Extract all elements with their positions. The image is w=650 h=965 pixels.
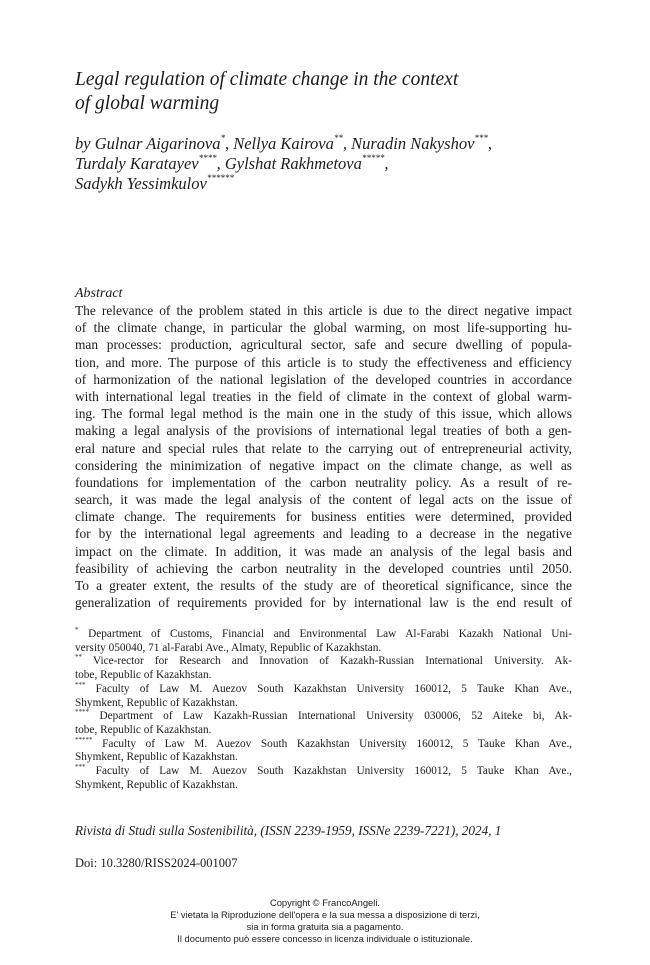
copyright-line: E' vietata la Riproduzione dell'opera e la sua messa a disposizione di terzi, bbox=[170, 909, 480, 920]
footnote-text: Faculty of Law M. Auezov South Kazakhstan University 160012, 5 Tauke Khan Ave., bbox=[95, 682, 572, 695]
author-line: by Gulnar Aigarinova*, Nellya Kairova**, Nuradin Nakyshov***, bbox=[75, 133, 493, 153]
author-name: Sadykh Yessimkulov bbox=[75, 174, 207, 193]
footnote-line bbox=[75, 735, 572, 752]
journal-citation: Rivista di Studi sulla Sostenibilità, (ISSN 2239-1959, ISSNe 2239-7221), 2024, 1 bbox=[75, 823, 502, 838]
footnote-line bbox=[75, 628, 572, 642]
author-name: Gylshat Rakhmetova bbox=[224, 154, 362, 173]
copyright-notice bbox=[0, 897, 650, 945]
footnote-text: Vice-rector for Research and Innovation of Kazakh-Russian International University. Ak- bbox=[92, 655, 572, 668]
abstract-line: impact on the climate. In addition, it was made an analysis of the legal basis and bbox=[75, 543, 572, 559]
abstract-line: foundations for implementation of the carbon neutrality policy. As a result of re- bbox=[75, 474, 572, 490]
footnote-text: Department of Law Kazakh-Russian International University 030006, 52 Aiteke bi, Ak- bbox=[99, 710, 572, 723]
footnote-line: Shymkent, Republic of Kazakhstan. bbox=[75, 696, 238, 709]
author-mark: ** bbox=[333, 133, 343, 143]
footnote-mark: ***** bbox=[75, 735, 93, 744]
author-mark: * bbox=[220, 133, 225, 143]
footnote-text: Faculty of Law M. Auezov South Kazakhstan University 160012, 5 Tauke Khan Ave., bbox=[102, 737, 572, 750]
footnote-line bbox=[75, 655, 572, 669]
abstract-line: of harmonization of the national legislation of the developed countries in accordance bbox=[75, 371, 572, 387]
author-name: Nellya Kairova bbox=[233, 134, 334, 153]
abstract-line: considering the minimization of negative impact on the climate change, as well as bbox=[75, 457, 572, 473]
author-mark: *** bbox=[474, 133, 488, 143]
abstract-line: climate change. The requirements for business entities were determined, provided bbox=[75, 509, 572, 525]
title-line: Legal regulation of climate change in the context bbox=[75, 69, 459, 90]
footnote-mark: * bbox=[75, 626, 79, 634]
footnote-line: tobe, Republic of Kazakhstan. bbox=[75, 723, 212, 736]
copyright-line: Copyright © FrancoAngeli. bbox=[269, 897, 381, 908]
by-prefix: by bbox=[75, 134, 95, 153]
abstract-heading: Abstract bbox=[75, 286, 123, 301]
abstract-line: tion, and more. The purpose of this article is to study the effectiveness and efficiency bbox=[75, 354, 572, 370]
footnote-mark: ** bbox=[75, 653, 82, 662]
abstract-line: of the climate change, in particular the global warming, on most life-supporting hu- bbox=[75, 320, 572, 336]
footnote-mark: *** bbox=[75, 680, 86, 689]
abstract-line: The relevance of the problem stated in this article is due to the direct negative impact bbox=[75, 303, 572, 318]
abstract-line: with international legal treaties in the field of climate in the context of global warm- bbox=[75, 388, 572, 404]
footnote-line bbox=[75, 710, 572, 724]
abstract-line: eral nature and special rules that relate to the carrying out of entrepreneurial activity, bbox=[75, 440, 572, 456]
footnote-line bbox=[75, 680, 572, 697]
abstract-body bbox=[75, 302, 572, 611]
copyright-line: sia in forma gratuita sia a pagamento. bbox=[246, 921, 404, 932]
footnote-line: tobe, Republic of Kazakhstan. bbox=[75, 669, 212, 682]
footnote-line: Shymkent, Republic of Kazakhstan. bbox=[75, 751, 238, 764]
abstract-line: for by the international legal agreements and leading to a decrease in the negative bbox=[75, 526, 572, 542]
author-line bbox=[75, 174, 575, 194]
abstract-line: making a legal analysis of the provisions of international legal treaties of both a gen- bbox=[75, 423, 572, 439]
footnote-line: Shymkent, Republic of Kazakhstan. bbox=[75, 778, 238, 791]
footnote-mark: *** bbox=[75, 763, 86, 772]
author-mark: **** bbox=[198, 153, 217, 163]
author-mark: ***** bbox=[361, 153, 385, 163]
abstract-line: ing. The formal legal method is the main one in the study of this issue, which allows bbox=[75, 406, 572, 422]
copyright-line: Il documento può essere concesso in licenza individuale o istituzionale. bbox=[177, 933, 473, 944]
author-name: Turdaly Karatayev bbox=[75, 154, 199, 173]
footnote-line: versity 050040, 71 al-Farabi Ave., Almaty, Republic of Kazakhstan. bbox=[75, 641, 382, 654]
title-line: of global warming bbox=[75, 93, 220, 114]
abstract-line: feasibility of achieving the carbon neutrality in the developed countries until 2050. bbox=[75, 560, 572, 576]
footnote-line bbox=[75, 765, 572, 779]
footnote-text: Faculty of Law M. Auezov South Kazakhstan University 160012, 5 Tauke Khan Ave., bbox=[95, 765, 572, 778]
abstract-line: man processes: production, agricultural sector, safe and secure dwelling of popula- bbox=[75, 337, 572, 353]
article-title bbox=[75, 68, 555, 116]
footnote-text: Department of Customs, Financial and Environmental Law Al-Farabi Kazakh National Uni- bbox=[88, 628, 573, 640]
author-name: Gulnar Aigarinova bbox=[94, 134, 221, 153]
author-line: Turdaly Karatayev****, Gylshat Rakhmetova*****, bbox=[75, 153, 389, 173]
author-list bbox=[75, 134, 575, 194]
author-mark: ****** bbox=[206, 173, 234, 183]
abstract-line: To a greater extent, the results of the study are of theoretical significance, since the bbox=[75, 578, 572, 593]
doi: Doi: 10.3280/RISS2024-001007 bbox=[75, 856, 238, 870]
abstract-line: generalization of requirements provided for by international law is the end result of bbox=[75, 595, 572, 611]
footnote-mark: **** bbox=[75, 708, 89, 717]
author-name: Nuradin Nakyshov bbox=[351, 134, 475, 153]
abstract-line: search, it was made the legal analysis of the content of legal acts on the issue of bbox=[75, 492, 572, 508]
footnotes bbox=[75, 628, 572, 792]
